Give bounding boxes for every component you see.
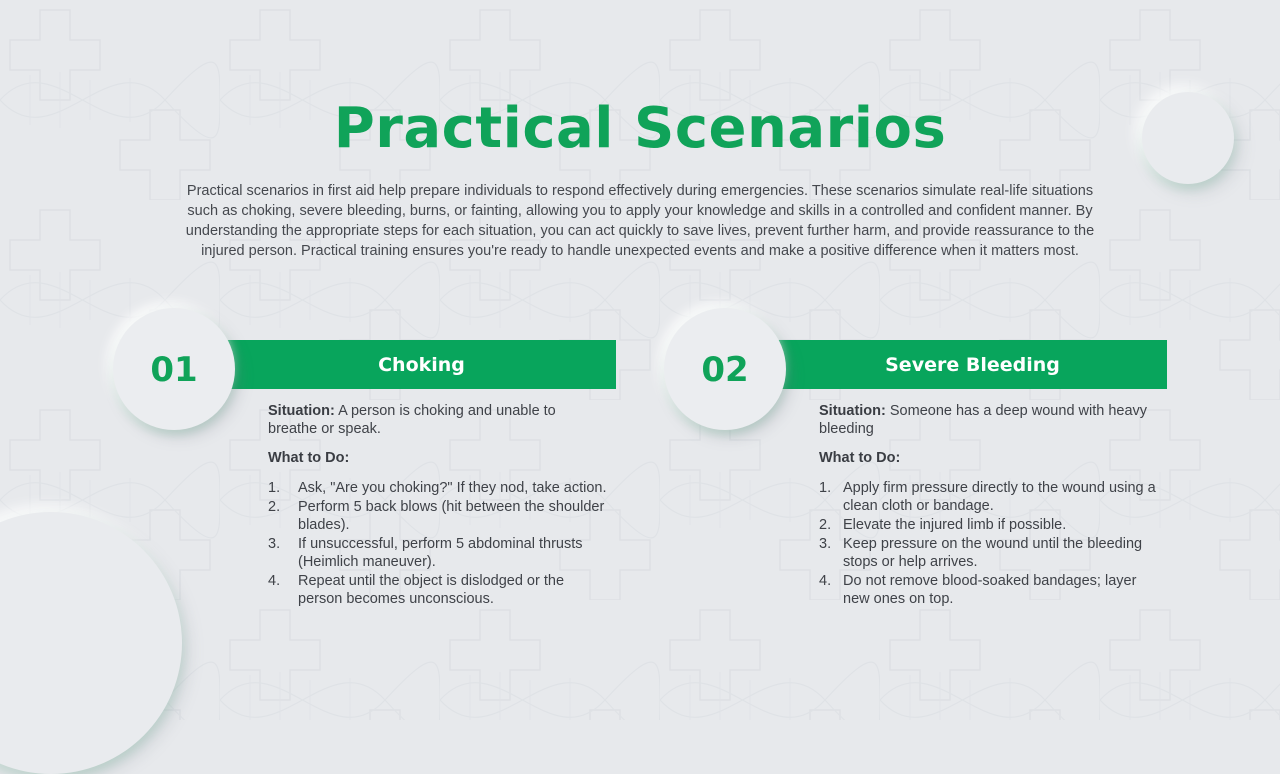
scenario-banner [778,340,1167,389]
scenario-number-badge [113,308,235,430]
step-text: Perform 5 back blows (hit between the shoulder blades). [298,499,605,533]
situation [819,402,1164,438]
steps-list [268,479,608,608]
step-item [268,498,608,534]
situation-label: Situation: [819,403,886,419]
step-number: 1. [268,480,281,496]
scenario-title: Choking [378,353,465,376]
step-number: 3. [819,536,832,552]
situation-text: A person is choking and unable to breathe or speak. [268,403,556,437]
scenario-number: 02 [701,350,749,390]
steps-list [819,479,1164,608]
step-number: 4. [268,573,281,589]
step-item [819,516,1164,534]
scenario-number: 01 [150,350,198,390]
step-text: Do not remove blood-soaked bandages; layer new ones on top. [843,573,1137,607]
what-to-do-label: What to Do: [819,450,901,466]
situation-label: Situation: [268,403,335,419]
scenario-card-choking [111,306,671,646]
scenario-title: Severe Bleeding [885,353,1060,376]
step-number: 2. [268,499,281,515]
step-number: 3. [268,536,281,552]
step-item [819,572,1164,608]
step-text: Ask, "Are you choking?" If they nod, take action. [298,480,607,496]
step-item [268,535,608,571]
step-item [268,572,608,608]
step-text: Keep pressure on the wound until the bleeding stops or help arrives. [843,536,1143,570]
intro-paragraph: Practical scenarios in first aid help prepare individuals to respond effectively during emergencies. These scenarios simulate real-life situations such as choking, severe bleeding, burns, or fainting, allowing you to apply your knowledge and skills in a controlled and confident manner. By understanding the appropriate steps for each situation, you can act quickly to save lives, prevent further harm, and provide reassurance to the injured person. Practical training ensures you're ready to handle unexpected events and make a positive difference when it matters most. [185,183,1095,259]
step-text: Apply firm pressure directly to the wound using a clean cloth or bandage. [843,480,1156,514]
page-title: Practical Scenarios [333,96,947,161]
scenario-body [819,402,1164,609]
step-item [819,535,1164,571]
scenario-banner [227,340,616,389]
step-item [819,479,1164,515]
step-text: Elevate the injured limb if possible. [843,517,1067,533]
situation [268,402,608,438]
scenario-card-severe-bleeding [662,306,1222,646]
step-text: Repeat until the object is dislodged or the person becomes unconscious. [298,573,565,607]
step-number: 4. [819,573,832,589]
step-number: 1. [819,480,832,496]
situation-text: Someone has a deep wound with heavy bleeding [819,403,1148,437]
step-number: 2. [819,517,832,533]
step-item [268,479,608,497]
scenario-body [268,402,608,609]
scenario-number-badge [664,308,786,430]
what-to-do-label: What to Do: [268,450,350,466]
step-text: If unsuccessful, perform 5 abdominal thrusts (Heimlich maneuver). [298,536,583,570]
